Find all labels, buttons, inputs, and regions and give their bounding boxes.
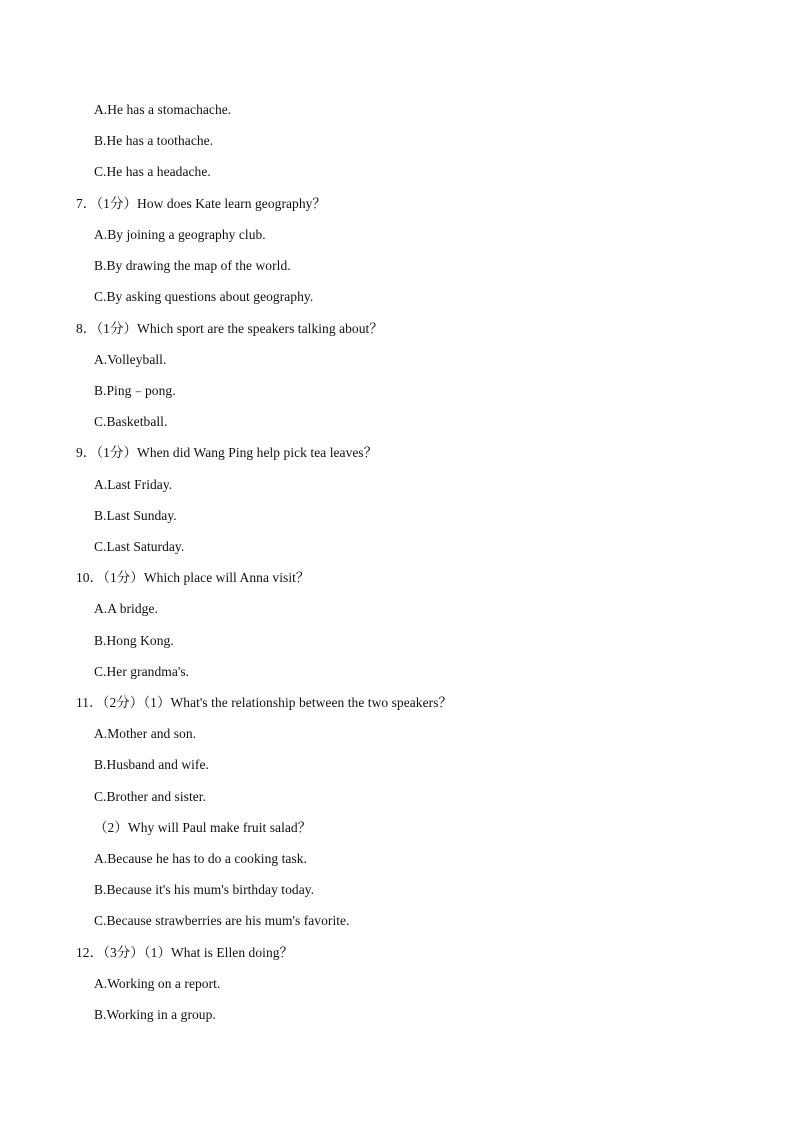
q11-sub2-option-b: B.Because it's his mum's birthday today.: [94, 882, 315, 897]
q11-sub2-option-a: A.Because he has to do a cooking task.: [94, 851, 307, 866]
q6-option-a: A.He has a stomachache.: [94, 102, 232, 117]
q8-option-b: B.Ping﹣pong.: [94, 383, 176, 398]
q12-option-a: A.Working on a report.: [94, 976, 221, 991]
q12-stem: 12．（3分）（1）What is Ellen doing？: [76, 945, 294, 960]
q9-option-c: C.Last Saturday.: [94, 539, 185, 554]
q10-option-a: A.A bridge.: [94, 601, 158, 616]
q8-stem: 8．（1分）Which sport are the speakers talking about？: [76, 321, 383, 336]
q9-stem: 9．（1分）When did Wang Ping help pick tea leaves？: [76, 445, 378, 460]
q12-option-b: B.Working in a group.: [94, 1007, 216, 1022]
q11-stem: 11．（2分）（1）What's the relationship between the two speakers？: [76, 695, 453, 710]
q7-stem: 7．（1分）How does Kate learn geography？: [76, 196, 326, 211]
q10-option-c: C.Her grandma's.: [94, 664, 190, 679]
q9-option-b: B.Last Sunday.: [94, 508, 177, 523]
q10-stem: 10．（1分）Which place will Anna visit？: [76, 570, 310, 585]
q9-option-a: A.Last Friday.: [94, 477, 173, 492]
q11-option-b: B.Husband and wife.: [94, 757, 209, 772]
q8-option-c: C.Basketball.: [94, 414, 168, 429]
q11-option-a: A.Mother and son.: [94, 726, 197, 741]
q6-option-c: C.He has a headache.: [94, 164, 211, 179]
q7-option-a: A.By joining a geography club.: [94, 227, 266, 242]
q11-option-c: C.Brother and sister.: [94, 789, 207, 804]
q11-sub2-stem: （2）Why will Paul make fruit salad？: [94, 820, 312, 835]
q11-sub2-option-c: C.Because strawberries are his mum's favorite.: [94, 913, 350, 928]
q6-option-b: B.He has a toothache.: [94, 133, 214, 148]
q10-option-b: B.Hong Kong.: [94, 633, 174, 648]
q8-option-a: A.Volleyball.: [94, 352, 167, 367]
q7-option-c: C.By asking questions about geography.: [94, 289, 314, 304]
q7-option-b: B.By drawing the map of the world.: [94, 258, 291, 273]
